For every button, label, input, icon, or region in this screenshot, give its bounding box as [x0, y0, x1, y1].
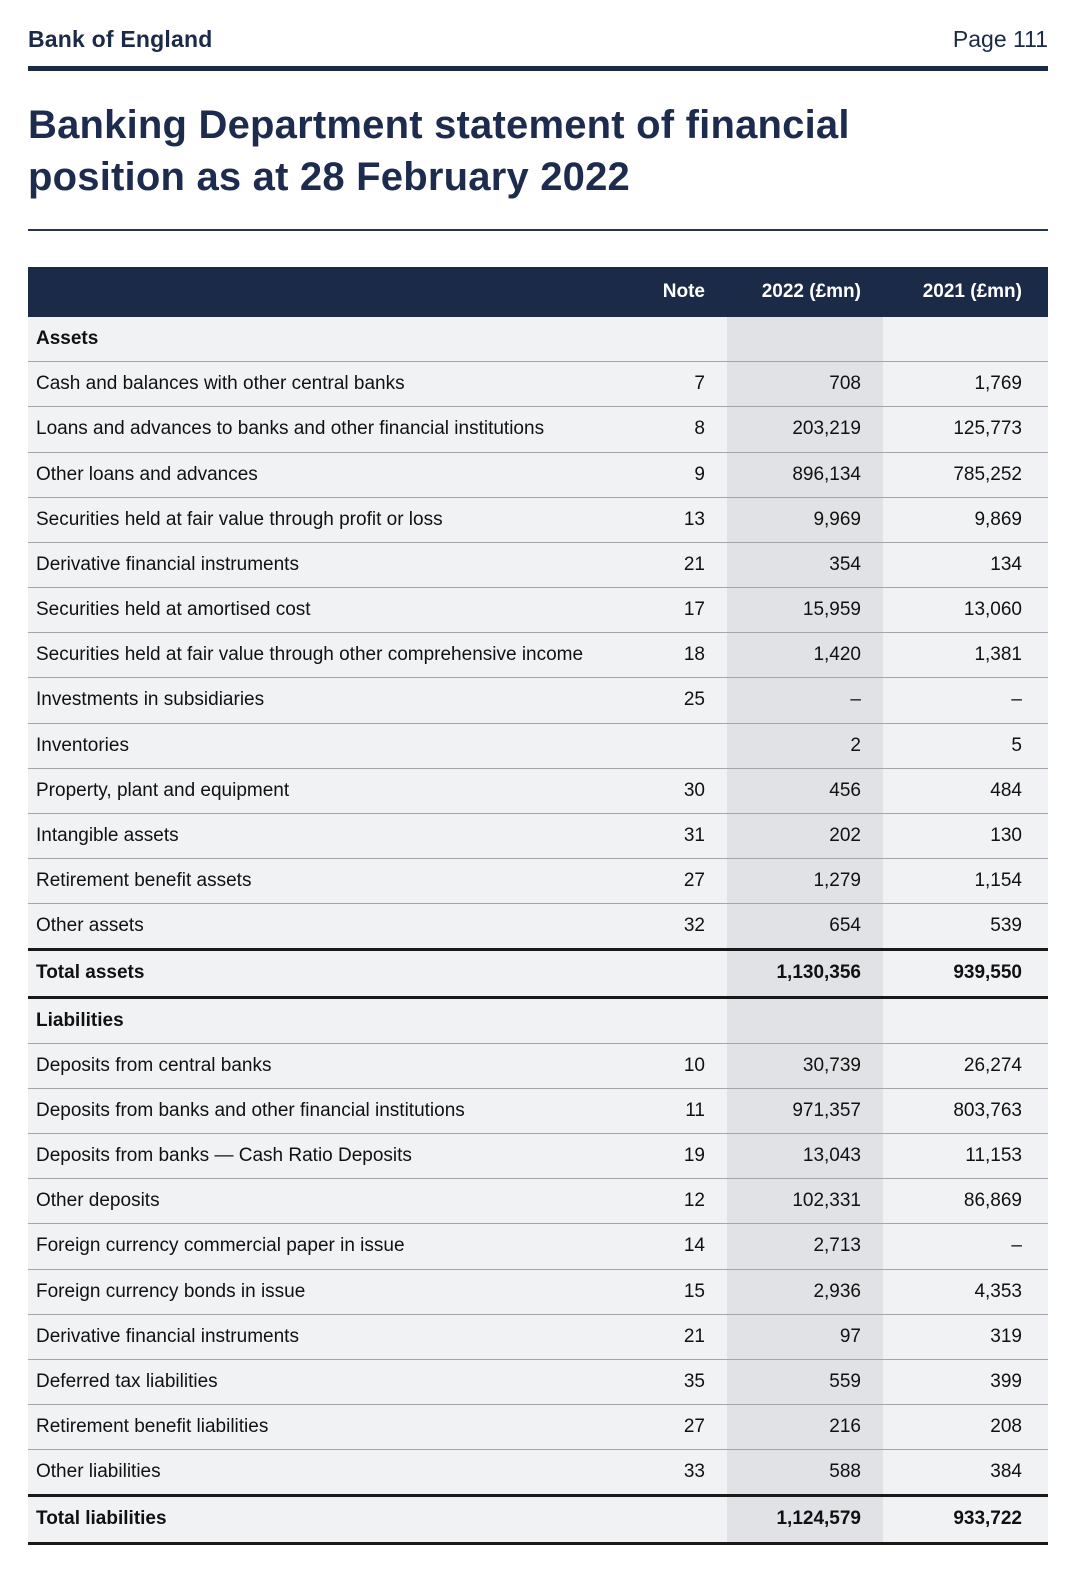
row-label: Foreign currency bonds in issue — [28, 1269, 639, 1314]
table-row — [28, 407, 1048, 452]
total-note — [639, 950, 727, 997]
financial-position-table — [28, 267, 1048, 1545]
column-header-2022: 2022 (£mn) — [727, 267, 883, 317]
total-label: Total liabilities — [28, 1496, 639, 1543]
row-value-2021: – — [883, 678, 1048, 723]
row-value-2022: 30,739 — [727, 1043, 883, 1088]
row-value-2021: 134 — [883, 542, 1048, 587]
section-2021-cell — [883, 997, 1048, 1043]
table-row — [28, 542, 1048, 587]
table-header-row — [28, 267, 1048, 317]
row-value-2021: 384 — [883, 1450, 1048, 1496]
row-label: Securities held at amortised cost — [28, 588, 639, 633]
table-body — [28, 317, 1048, 1543]
column-header-2021: 2021 (£mn) — [883, 267, 1048, 317]
row-value-2021: 11,153 — [883, 1134, 1048, 1179]
row-note: 25 — [639, 678, 727, 723]
table-row — [28, 678, 1048, 723]
row-label: Securities held at fair value through other comprehensive income — [28, 633, 639, 678]
section-heading: Liabilities — [28, 997, 639, 1043]
row-label: Deferred tax liabilities — [28, 1359, 639, 1404]
row-value-2021: 125,773 — [883, 407, 1048, 452]
table-row — [28, 813, 1048, 858]
row-value-2021: 26,274 — [883, 1043, 1048, 1088]
row-value-2022: 971,357 — [727, 1088, 883, 1133]
page-number: Page 111 — [952, 26, 1048, 52]
brand-text: Bank of England — [28, 26, 213, 52]
section-heading-row — [28, 997, 1048, 1043]
row-value-2021: 208 — [883, 1405, 1048, 1450]
row-note: 15 — [639, 1269, 727, 1314]
row-note: 27 — [639, 859, 727, 904]
table-row — [28, 1043, 1048, 1088]
row-label: Other liabilities — [28, 1450, 639, 1496]
section-note-cell — [639, 317, 727, 362]
total-row — [28, 950, 1048, 997]
table-row — [28, 723, 1048, 768]
row-value-2022: 2 — [727, 723, 883, 768]
row-note: 7 — [639, 362, 727, 407]
row-value-2021: 5 — [883, 723, 1048, 768]
section-heading: Assets — [28, 317, 639, 362]
row-value-2022: 15,959 — [727, 588, 883, 633]
row-note: 21 — [639, 1314, 727, 1359]
row-value-2022: 216 — [727, 1405, 883, 1450]
table-row — [28, 1134, 1048, 1179]
row-note: 30 — [639, 768, 727, 813]
table-row — [28, 362, 1048, 407]
row-note: 27 — [639, 1405, 727, 1450]
row-value-2021: 86,869 — [883, 1179, 1048, 1224]
row-value-2022: 354 — [727, 542, 883, 587]
section-heading-row — [28, 317, 1048, 362]
table-row — [28, 904, 1048, 950]
row-value-2022: 559 — [727, 1359, 883, 1404]
table-row — [28, 1269, 1048, 1314]
total-row — [28, 1496, 1048, 1543]
row-value-2022: 2,936 — [727, 1269, 883, 1314]
table-row — [28, 1224, 1048, 1269]
row-note: 10 — [639, 1043, 727, 1088]
row-note: 33 — [639, 1450, 727, 1496]
row-label: Derivative financial instruments — [28, 1314, 639, 1359]
section-2022-cell — [727, 997, 883, 1043]
row-value-2022: 13,043 — [727, 1134, 883, 1179]
row-note — [639, 723, 727, 768]
total-label: Total assets — [28, 950, 639, 997]
row-value-2021: 319 — [883, 1314, 1048, 1359]
row-label: Other deposits — [28, 1179, 639, 1224]
total-value-2021: 939,550 — [883, 950, 1048, 997]
row-value-2022: 456 — [727, 768, 883, 813]
row-value-2022: 202 — [727, 813, 883, 858]
row-label: Retirement benefit liabilities — [28, 1405, 639, 1450]
section-note-cell — [639, 997, 727, 1043]
row-value-2022: 102,331 — [727, 1179, 883, 1224]
row-value-2021: 9,869 — [883, 497, 1048, 542]
row-label: Deposits from banks and other financial institutions — [28, 1088, 639, 1133]
row-label: Deposits from banks — Cash Ratio Deposits — [28, 1134, 639, 1179]
row-label: Inventories — [28, 723, 639, 768]
table-row — [28, 1314, 1048, 1359]
row-note: 35 — [639, 1359, 727, 1404]
row-label: Other assets — [28, 904, 639, 950]
table-row — [28, 1450, 1048, 1496]
row-label: Derivative financial instruments — [28, 542, 639, 587]
row-value-2022: – — [727, 678, 883, 723]
row-value-2021: 803,763 — [883, 1088, 1048, 1133]
table-row — [28, 859, 1048, 904]
row-note: 12 — [639, 1179, 727, 1224]
row-note: 21 — [639, 542, 727, 587]
row-note: 14 — [639, 1224, 727, 1269]
row-value-2022: 203,219 — [727, 407, 883, 452]
row-label: Securities held at fair value through profit or loss — [28, 497, 639, 542]
table-row — [28, 452, 1048, 497]
row-label: Cash and balances with other central banks — [28, 362, 639, 407]
header-rule — [28, 66, 1048, 71]
row-value-2021: 13,060 — [883, 588, 1048, 633]
row-value-2022: 588 — [727, 1450, 883, 1496]
row-value-2021: 1,381 — [883, 633, 1048, 678]
table-row — [28, 588, 1048, 633]
row-value-2021: 130 — [883, 813, 1048, 858]
column-header-note: Note — [639, 267, 727, 317]
row-value-2022: 1,420 — [727, 633, 883, 678]
column-header-label — [28, 267, 639, 317]
row-value-2022: 2,713 — [727, 1224, 883, 1269]
row-value-2022: 708 — [727, 362, 883, 407]
row-note: 17 — [639, 588, 727, 633]
table-row — [28, 1359, 1048, 1404]
page-header — [28, 22, 1048, 53]
row-value-2021: 4,353 — [883, 1269, 1048, 1314]
table-row — [28, 497, 1048, 542]
table-row — [28, 1088, 1048, 1133]
row-value-2021: – — [883, 1224, 1048, 1269]
row-note: 32 — [639, 904, 727, 950]
row-value-2022: 896,134 — [727, 452, 883, 497]
row-label: Property, plant and equipment — [28, 768, 639, 813]
row-note: 19 — [639, 1134, 727, 1179]
total-value-2021: 933,722 — [883, 1496, 1048, 1543]
row-value-2021: 1,154 — [883, 859, 1048, 904]
row-note: 13 — [639, 497, 727, 542]
table-row — [28, 1405, 1048, 1450]
row-note: 18 — [639, 633, 727, 678]
row-note: 11 — [639, 1088, 727, 1133]
row-note: 31 — [639, 813, 727, 858]
row-value-2021: 539 — [883, 904, 1048, 950]
row-label: Other loans and advances — [28, 452, 639, 497]
table-row — [28, 633, 1048, 678]
row-value-2022: 1,279 — [727, 859, 883, 904]
row-value-2021: 785,252 — [883, 452, 1048, 497]
table-row — [28, 768, 1048, 813]
table-row — [28, 1179, 1048, 1224]
row-label: Deposits from central banks — [28, 1043, 639, 1088]
total-note — [639, 1496, 727, 1543]
row-label: Foreign currency commercial paper in issue — [28, 1224, 639, 1269]
row-label: Retirement benefit assets — [28, 859, 639, 904]
total-value-2022: 1,130,356 — [727, 950, 883, 997]
row-value-2021: 399 — [883, 1359, 1048, 1404]
page-title: Banking Department statement of financial position as at 28 February 2022 — [28, 103, 850, 199]
row-value-2022: 654 — [727, 904, 883, 950]
row-value-2021: 484 — [883, 768, 1048, 813]
row-note: 9 — [639, 452, 727, 497]
row-value-2022: 9,969 — [727, 497, 883, 542]
row-label: Investments in subsidiaries — [28, 678, 639, 723]
section-2021-cell — [883, 317, 1048, 362]
row-value-2022: 97 — [727, 1314, 883, 1359]
section-2022-cell — [727, 317, 883, 362]
row-note: 8 — [639, 407, 727, 452]
total-value-2022: 1,124,579 — [727, 1496, 883, 1543]
title-rule — [28, 229, 1048, 231]
row-value-2021: 1,769 — [883, 362, 1048, 407]
row-label: Loans and advances to banks and other financial institutions — [28, 407, 639, 452]
row-label: Intangible assets — [28, 813, 639, 858]
